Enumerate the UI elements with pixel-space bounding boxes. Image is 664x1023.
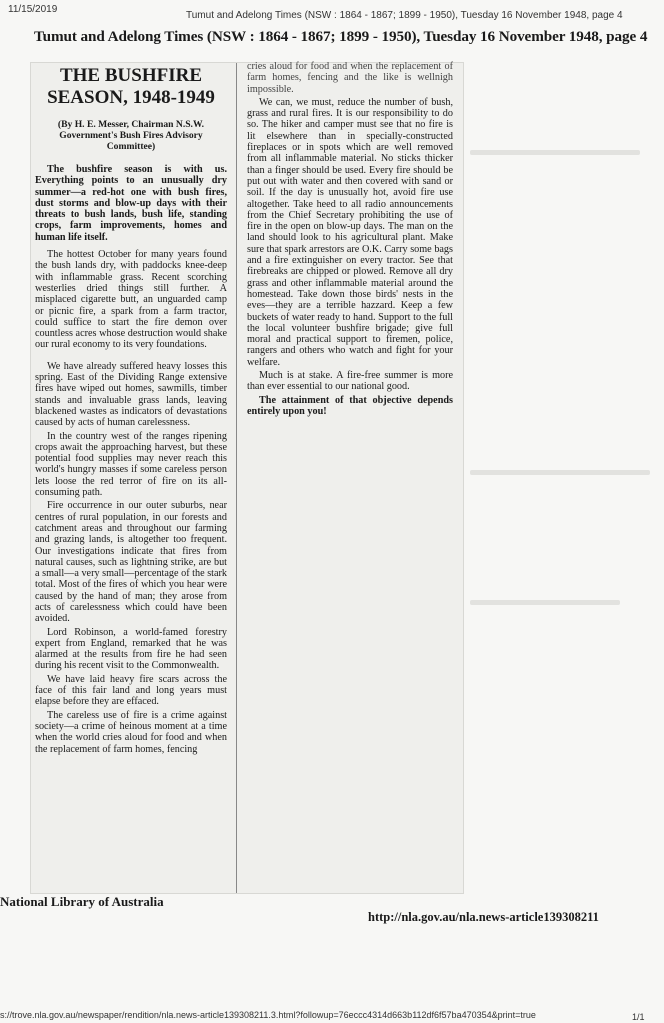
article-paragraph: The hottest October for many years found the bush lands dry, with paddocks knee-deep with inflammable grass. Recent scorching westerlies dried things still further. A misplaced cigarette butt, an unguarded camp or picnic fire, a spark from a farm tractor, could suffice to start the fire demon over countless acres whose destruction would shake our rural economy to its very foundations.	[35, 249, 227, 351]
document-title: Tumut and Adelong Times (NSW : 1864 - 1867; 1899 - 1950), Tuesday 16 November 1948, page 4	[34, 28, 648, 45]
article-paragraph: Lord Robinson, a world-famed forestry expert from England, remarked that he was alarmed at the results from fire he had seen during his recent visit to the Commonwealth.	[35, 626, 227, 672]
print-page-number: 1/1	[632, 1012, 645, 1022]
print-header-title: Tumut and Adelong Times (NSW : 1864 - 1867; 1899 - 1950), Tuesday 16 November 1948, page 4	[186, 10, 623, 21]
article-paragraph: The careless use of fire is a crime against society—a crime of heinous moment at a time when the world cries aloud for food and when the replacement of farm homes, fencing	[35, 709, 227, 755]
article-paragraph: cries aloud for food and when the replacement of farm homes, fencing and the like is wellnigh impossible.	[247, 61, 453, 95]
article-paragraph: Fire occurrence in our outer suburbs, near centres of rural population, in our forests and catchment areas and throughout our farming and grazing lands, is altogether too frequent. Our investigations indicate that fires from natural causes, such as lightning strike, are but a small—a very small—percentage of the stark total. Most of the fires of which you hear were caused by the hand of man; they arose from acts of carelessness which could have been avoided.	[35, 500, 227, 625]
bleed-through-mark	[470, 150, 640, 155]
newspaper-clipping	[30, 62, 464, 894]
article-paragraph: We can, we must, reduce the number of bush, grass and rural fires. It is our responsibility to do so. The hiker and camper must see that no fire is lit elsewhere than in specially-constructed fireplaces or in spots which are well removed from all inflammable material. No sticks thicker than a finger should be used. Every fire should be put out with water and then covered with sand or soil. If the day is unusually hot, avoid fire use altogether. Take heed to all radio announcements from the Chief Secretary prohibiting the use of fire in the open on blow-up days. The man on the land should look to his agricultural plant. Make sure that spark arrestors are O.K. Carry some bags and a fire extinguisher on every tractor. See that firebreaks are chipped or plowed. Remove all dry grass and other inflammable material around the homestead. Take down those birds' nests in the eves—they are a terrible hazzard. Keep a few buckets of water ready to hand. Support to the full the local volunteer bushfire brigade; give full moral and practical support to firemen, police, rangers and others who watch and fight for your welfare.	[247, 96, 453, 368]
article-column-1	[35, 65, 227, 757]
article-column-2	[247, 61, 453, 419]
print-footer-url: s://trove.nla.gov.au/newspaper/rendition/nla.news-article139308211.3.html?followup=76eccc4314d663b112df6f57ba470354&print=true	[0, 1010, 536, 1020]
article-title: THE BUSHFIRE SEASON, 1948-1949	[47, 65, 215, 108]
bleed-through-mark	[470, 600, 620, 605]
article-byline: (By H. E. Messer, Chairman N.S.W. Government's Bush Fires Advisory Committee)	[57, 119, 205, 152]
article-paragraph: The bushfire season is with us. Everything points to an unusually dry summer—a red-hot one with bush fires, dust storms and blow-up days with their threats to bush lands, bush life, standing crops, farm improvements, homes and human life itself.	[35, 164, 227, 243]
source-credit: National Library of Australia	[0, 894, 164, 909]
article-paragraph: We have laid heavy fire scars across the face of this fair land and long years must elapse before they are effaced.	[35, 673, 227, 708]
article-paragraph: Much is at stake. A fire-free summer is more than ever essential to our national good.	[247, 370, 453, 393]
column-rule	[236, 63, 237, 893]
article-paragraph: We have already suffered heavy losses this spring. East of the Dividing Range extensive fires have wiped out homes, sawmills, timber stands and invaluable grass lands, leaving blackened wastes as indicators of devastations caused by acts of human carelessness.	[35, 360, 227, 429]
bleed-through-mark	[470, 470, 650, 475]
print-date: 11/15/2019	[8, 4, 58, 15]
article-url[interactable]: http://nla.gov.au/nla.news-article139308211	[368, 910, 599, 924]
article-paragraph: In the country west of the ranges ripening crops await the approaching harvest, but these potential food supplies may never reach this world's hungry masses if some careless person lets loose the red terror of fire on its all-consuming path.	[35, 430, 227, 499]
article-closing-line: The attainment of that objective depends entirely upon you!	[247, 394, 453, 417]
